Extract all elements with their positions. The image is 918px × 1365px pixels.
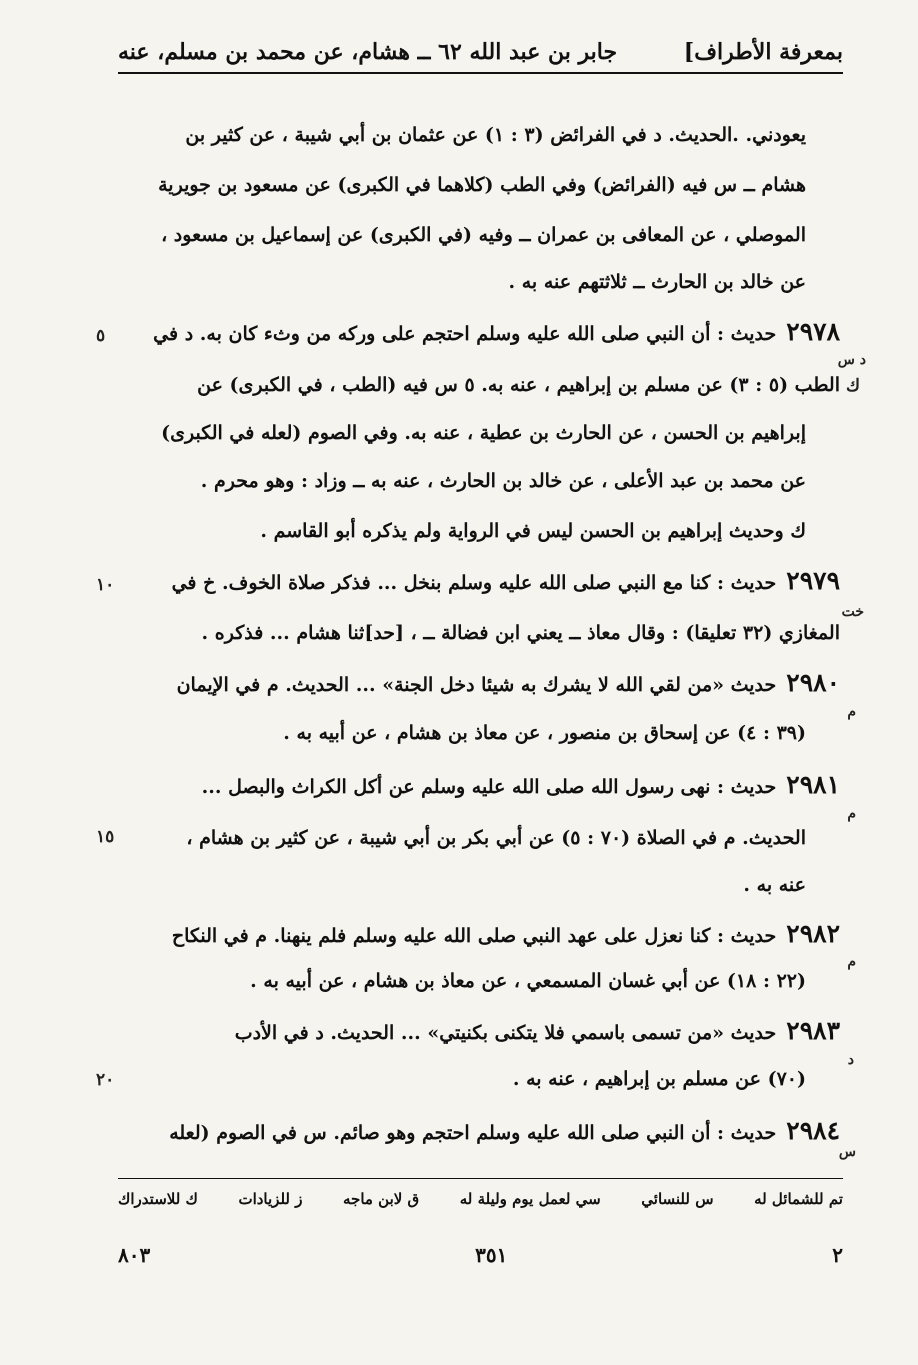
hadith-number: ٢٩٨٤ <box>786 1116 840 1145</box>
hadith-entry: ٢٩٨١حديث : نهى رسول الله صلى الله عليه وسلم عن أكل الكراث والبصل ... <box>201 770 840 799</box>
hadith-number: ٢٩٨٠ <box>786 668 840 697</box>
page-footer <box>118 1243 843 1267</box>
margin-siglum: م <box>847 704 856 720</box>
text-line: الطب (٥ : ٣) عن مسلم بن إبراهيم ، عنه به. ٥ س فيه (الطب ، في الكبرى) عن <box>197 374 840 396</box>
sigla-key <box>118 1190 843 1208</box>
text-line: ك وحديث إبراهيم بن الحسن ليس في الرواية ولم يذكره أبو القاسم . <box>260 520 806 542</box>
hadith-entry: ٢٩٨٢حديث : كنا نعزل على عهد النبي صلى الله عليه وسلم فلم ينهنا. م في النكاح <box>171 919 840 948</box>
margin-siglum: خت <box>841 604 864 620</box>
hadith-number: ٢٩٨٢ <box>786 919 840 948</box>
running-header <box>118 34 843 70</box>
key-ibn-majah: ق لابن ماجه <box>343 1190 420 1208</box>
key-amal: سي لعمل يوم وليلة له <box>459 1190 601 1208</box>
hadith-entry: ٢٩٨٣حديث «من تسمى باسمي فلا يتكنى بكنيتي» ... الحديث. د في الأدب <box>234 1016 840 1045</box>
margin-line-number: ١٠ <box>96 575 115 595</box>
margin-siglum: د <box>847 1052 854 1068</box>
hadith-entry: ٢٩٨٤حديث : أن النبي صلى الله عليه وسلم احتجم وهو صائم. س في الصوم (لعله <box>169 1116 840 1145</box>
text-line: يعودني. .الحديث. د في الفرائض (٣ : ١) عن عثمان بن أبي شيبة ، عن كثير بن <box>185 124 806 146</box>
hadith-entry: ٢٩٧٨حديث : أن النبي صلى الله عليه وسلم احتجم على وركه من وثء كان به. د في <box>153 317 840 346</box>
margin-line-number: ٢٠ <box>96 1070 115 1090</box>
text-line: إبراهيم بن الحسن ، عن الحارث بن عطية ، عنه به. وفي الصوم (لعله في الكبرى) <box>161 422 806 444</box>
header-hadith-chain: جابر بن عبد الله ٦٢ ــ هشام، عن محمد بن مسلم، عنه <box>118 39 618 65</box>
key-ziyadat: ز للزيادات <box>238 1190 303 1208</box>
footnote-rule <box>118 1178 843 1179</box>
margin-siglum: س <box>838 1144 856 1160</box>
key-nasai: س للنسائي <box>641 1190 714 1208</box>
entry-counter: ٨٠٣ <box>118 1243 151 1267</box>
key-istidrak: ك للاستدراك <box>118 1190 198 1208</box>
text-line: (٣٩ : ٤) عن إسحاق بن منصور ، عن معاذ بن هشام ، عن أبيه به . <box>283 722 806 744</box>
text-line: المغازي (٣٢ تعليقا) : وقال معاذ ــ يعني ابن فضالة ــ ، [حد]ثنا هشام ... فذكره . <box>201 622 840 644</box>
hadith-number: ٢٩٧٩ <box>786 566 840 595</box>
margin-line-number: ١٥ <box>96 827 115 847</box>
hadith-number: ٢٩٨١ <box>786 770 840 799</box>
key-shamail: تم للشمائل له <box>754 1190 843 1208</box>
header-rule <box>118 72 843 74</box>
text-line: عنه به . <box>743 874 806 896</box>
text-line: عن خالد بن الحارث ــ ثلاثتهم عنه به . <box>508 271 806 293</box>
page-number: ٣٥١ <box>475 1243 508 1267</box>
hadith-entry: ٢٩٧٩حديث : كنا مع النبي صلى الله عليه وسلم بنخل ... فذكر صلاة الخوف. خ في <box>171 566 840 595</box>
volume-number: ٢ <box>832 1243 843 1267</box>
hadith-entry: ٢٩٨٠حديث «من لقي الله لا يشرك به شيئا دخل الجنة» ... الحديث. م في الإيمان <box>176 668 840 697</box>
margin-siglum: م <box>847 806 856 822</box>
margin-siglum: د س <box>837 352 866 368</box>
text-line: (٧٠) عن مسلم بن إبراهيم ، عنه به . <box>512 1068 806 1090</box>
text-line: عن محمد بن عبد الأعلى ، عن خالد بن الحارث ، عنه به ــ وزاد : وهو محرم . <box>200 470 806 492</box>
margin-siglum: م <box>847 954 856 970</box>
text-line: الحديث. م في الصلاة (٧٠ : ٥) عن أبي بكر بن أبي شيبة ، عن كثير بن هشام ، <box>186 827 806 849</box>
margin-siglum: ك <box>845 376 860 396</box>
hadith-number: ٢٩٧٨ <box>786 317 840 346</box>
text-line: الموصلي ، عن المعافى بن عمران ــ وفيه (في الكبرى) عن إسماعيل بن مسعود ، <box>161 224 806 246</box>
text-line: هشام ــ س فيه (الفرائض) وفي الطب (كلاهما في الكبرى) عن مسعود بن جويرية <box>158 174 806 196</box>
margin-line-number: ٥ <box>96 326 106 346</box>
header-section-title: بمعرفة الأطراف] <box>683 39 843 65</box>
text-line: (٢٢ : ١٨) عن أبي غسان المسمعي ، عن معاذ بن هشام ، عن أبيه به . <box>250 970 806 992</box>
hadith-number: ٢٩٨٣ <box>786 1016 840 1045</box>
